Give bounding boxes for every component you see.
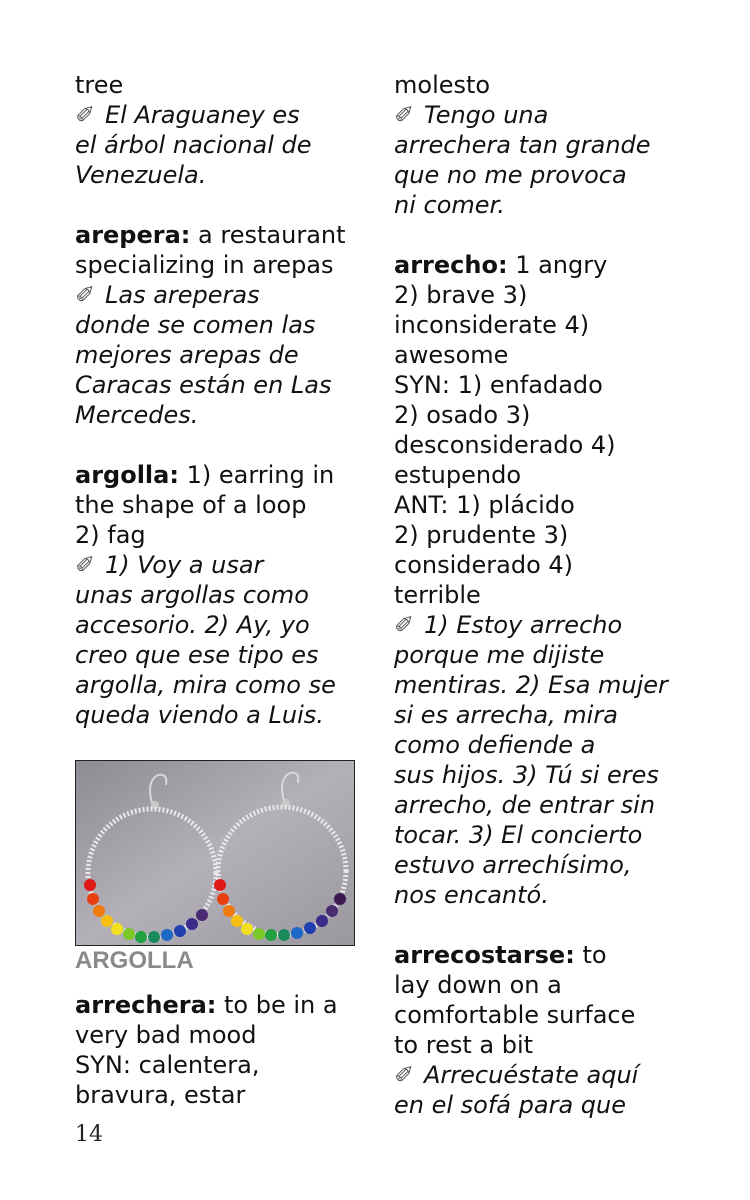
definition: to be in a xyxy=(224,991,338,1019)
definition: 1) earring in xyxy=(186,461,335,489)
left-column xyxy=(75,70,367,1110)
headword: arrecostarse: xyxy=(394,941,575,969)
entry-arrechera: arrechera: to be in a very bad mood SYN: calentera, bravura, estar xyxy=(75,991,338,1109)
headword: argolla: xyxy=(75,461,179,489)
image-caption: ARGOLLA xyxy=(75,947,194,974)
pencil-icon: ✐ xyxy=(394,611,415,639)
earrings-photo xyxy=(75,760,355,946)
definition: a restaurant xyxy=(198,221,346,249)
definition: 1 angry xyxy=(515,251,608,279)
example-sentence: ✐ Arrecuéstate aquí en el sofá para que xyxy=(394,1061,639,1119)
example-sentence: ✐ El Araguaney es el árbol nacional de Venezuela. xyxy=(75,101,312,189)
right-column xyxy=(394,70,684,1120)
entry-arrecostarse: arrecostarse: to lay down on a comfortable surface to rest a bit ✐ Arrecuéstate aquí en el sofá para que xyxy=(394,940,684,1120)
headword: arrechera: xyxy=(75,991,217,1019)
continued-definition: molesto xyxy=(394,71,491,99)
headword: arrecho: xyxy=(394,251,508,279)
example-sentence: ✐ 1) Voy a usar unas argollas como accesorio. 2) Ay, yo creo que ese tipo es argolla, mira como se queda viendo a Luis. xyxy=(75,551,336,729)
example-sentence: ✐ Las areperas donde se comen las mejores arepas de Caracas están en Las Mercedes. xyxy=(75,281,332,429)
pencil-icon: ✐ xyxy=(75,101,96,129)
example-sentence: ✐ 1) Estoy arrecho porque me dijiste mentiras. 2) Esa mujer si es arrecha, mira como defiende a sus hijos. 3) Tú si eres arrecho, de entrar sin tocar. 3) El concierto estuvo arrechísimo, nos encantó. xyxy=(394,611,668,909)
entry-argolla: argolla: 1) earring in the shape of a loop 2) fag ✐ 1) Voy a usar unas argollas como accesorio. 2) Ay, yo creo que ese tipo es argolla, mira como se queda viendo a Luis. xyxy=(75,460,367,730)
headword: arepera: xyxy=(75,221,191,249)
entry-arrecho: arrecho: 1 angry 2) brave 3) inconsiderate 4) awesome SYN: 1) enfadado 2) osado 3) desconsiderado 4) estupendo ANT: 1) plácido 2) prudente 3) considerado 4) terrible ✐ 1) Estoy arrecho porque me dijiste mentiras. 2) Esa mujer si es arrecha, mira como defiende a sus hijos. 3) Tú si eres arrecho, de entrar sin tocar. 3) El concierto estuvo arrechísimo, nos encantó. xyxy=(394,250,684,910)
example-sentence: ✐ Tengo una arrechera tan grande que no me provoca ni comer. xyxy=(394,101,651,219)
pencil-icon: ✐ xyxy=(75,551,96,579)
definition: to xyxy=(582,941,607,969)
continued-definition: tree xyxy=(75,71,124,99)
pencil-icon: ✐ xyxy=(75,281,96,309)
page-number: 14 xyxy=(75,1122,103,1147)
entry-arepera: arepera: a restaurant specializing in arepas ✐ Las areperas donde se comen las mejores arepas de Caracas están en Las Mercedes. xyxy=(75,220,367,430)
pencil-icon: ✐ xyxy=(394,101,415,129)
pencil-icon: ✐ xyxy=(394,1061,415,1089)
